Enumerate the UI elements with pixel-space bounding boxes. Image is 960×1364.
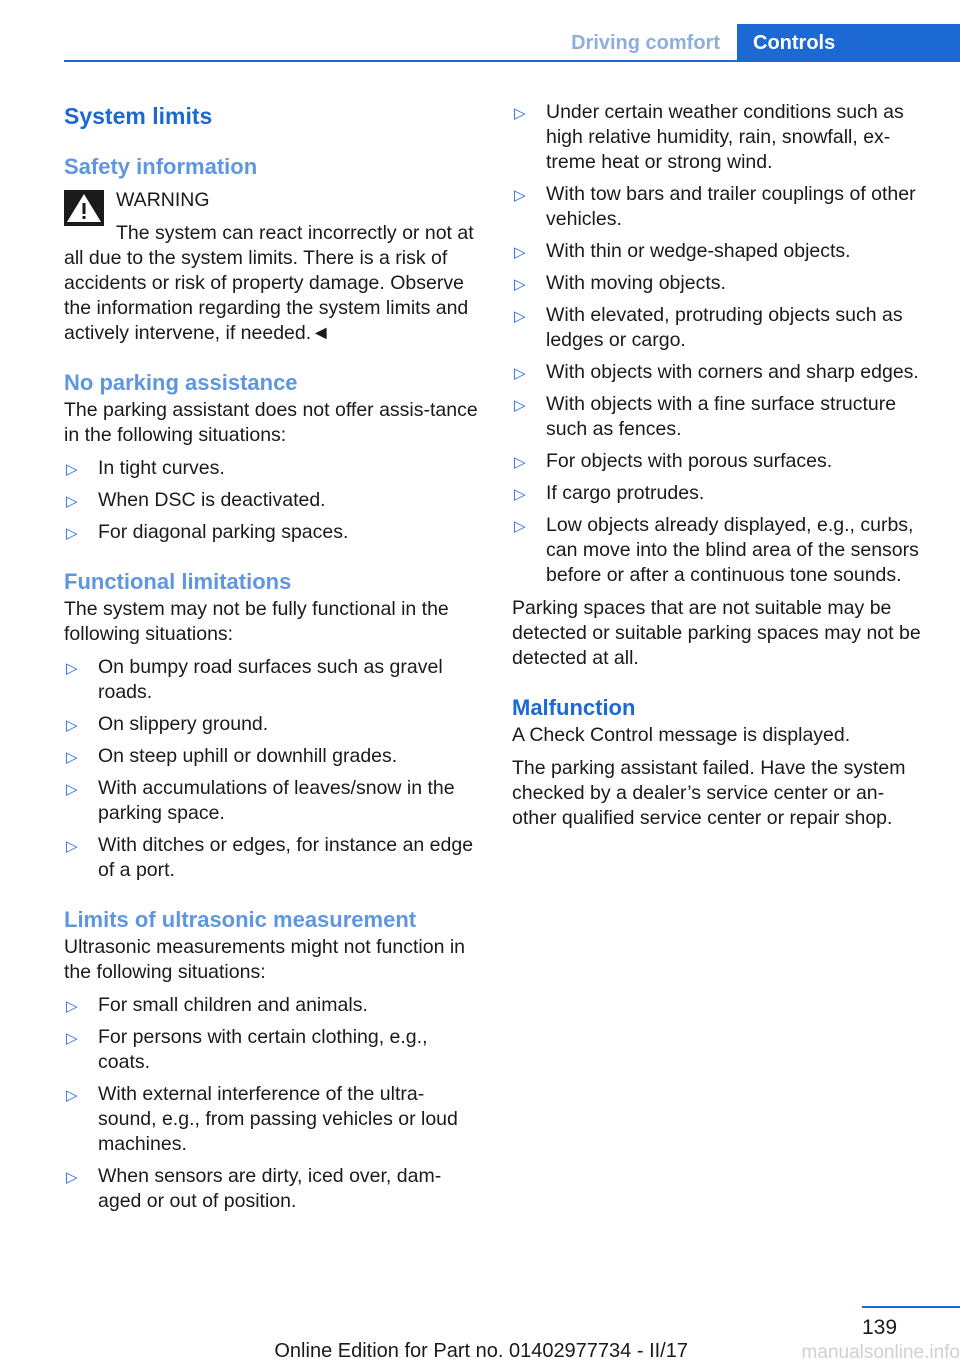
bullet-icon: ▷ bbox=[66, 749, 78, 766]
malfunction-text-1: A Check Control message is displayed. bbox=[512, 724, 851, 746]
bullet-icon: ▷ bbox=[66, 660, 78, 677]
no-parking-heading: No parking assistance bbox=[64, 370, 298, 395]
bullet-icon: ▷ bbox=[66, 717, 78, 734]
bullet-icon: ▷ bbox=[66, 838, 78, 855]
safety-section bbox=[64, 152, 480, 346]
no-parking-intro: The parking assistant does not offer assis-tance in the following situations: bbox=[64, 399, 478, 446]
malfunction-heading: Malfunction bbox=[512, 695, 636, 720]
no-parking-list bbox=[64, 456, 480, 545]
ultrasonic-heading: Limits of ultrasonic measurement bbox=[64, 907, 417, 932]
warning-text: The system can react incorrectly or not at all due to the system limits. There is a risk of accidents or risk of property damage. Observe the information regarding the system limits and actively intervene, if needed.◄ bbox=[64, 222, 474, 344]
ultrasonic-list bbox=[64, 993, 480, 1214]
watermark: manualsonline.info bbox=[801, 1342, 960, 1363]
bullet-icon: ▷ bbox=[66, 781, 78, 798]
malfunction-text-2: The parking assistant failed. Have the system checked by a dealer’s service center or an-other qualified service center or repair shop. bbox=[512, 757, 906, 829]
list-item: ▷ For persons with certain clothing, e.g., coats. bbox=[66, 1026, 428, 1073]
bullet-icon: ▷ bbox=[514, 276, 526, 293]
functional-list bbox=[64, 655, 480, 883]
list-item: ▷ When DSC is deactivated. bbox=[64, 488, 480, 513]
warning-block bbox=[64, 188, 480, 346]
bullet-icon: ▷ bbox=[514, 397, 526, 414]
left-column bbox=[64, 100, 480, 1222]
footer-rule bbox=[862, 1306, 960, 1308]
list-item: ▷ With moving objects. bbox=[512, 271, 928, 296]
list-item: ▷ With objects with a fine surface structure such as fences. bbox=[514, 393, 897, 440]
bullet-icon: ▷ bbox=[514, 244, 526, 261]
list-item: ▷ On bumpy road surfaces such as gravel roads. bbox=[66, 656, 443, 703]
list-item: ▷ With objects with corners and sharp edges. bbox=[512, 360, 928, 385]
bullet-icon: ▷ bbox=[66, 998, 78, 1015]
header-section-label: Driving comfort bbox=[571, 32, 720, 54]
bullet-icon: ▷ bbox=[66, 525, 78, 542]
list-item: ▷ If cargo protrudes. bbox=[512, 481, 928, 506]
ultrasonic-section bbox=[64, 905, 480, 1214]
header-chapter-tab: Controls bbox=[737, 24, 960, 62]
list-item: ▷ On steep uphill or downhill grades. bbox=[64, 744, 480, 769]
bullet-icon: ▷ bbox=[514, 486, 526, 503]
list-item: ▷ When sensors are dirty, iced over, dam-aged or out of position. bbox=[66, 1165, 442, 1212]
bullet-icon: ▷ bbox=[514, 518, 526, 535]
system-limits-title: System limits bbox=[64, 103, 213, 129]
bullet-icon: ▷ bbox=[514, 187, 526, 204]
ultrasonic-list-continued bbox=[512, 100, 928, 588]
list-item: ▷ Under certain weather conditions such as high relative humidity, rain, snowfall, ex-treme heat or strong wind. bbox=[514, 101, 904, 173]
list-item: ▷ With external interference of the ultra-sound, e.g., from passing vehicles or loud machines. bbox=[66, 1083, 458, 1155]
page-number: 139 bbox=[862, 1316, 898, 1339]
bullet-icon: ▷ bbox=[66, 1169, 78, 1186]
malfunction-section bbox=[512, 693, 928, 831]
warning-triangle-icon bbox=[64, 190, 104, 226]
functional-intro: The system may not be fully functional in the following situations: bbox=[64, 598, 449, 645]
bullet-icon: ▷ bbox=[514, 105, 526, 122]
list-item: ▷ Low objects already displayed, e.g., curbs, can move into the blind area of the sensors before or after a continuous tone sounds. bbox=[514, 514, 919, 586]
list-item: ▷ With ditches or edges, for instance an edge of a port. bbox=[66, 834, 474, 881]
list-item: ▷ For objects with porous surfaces. bbox=[512, 449, 928, 474]
bullet-icon: ▷ bbox=[66, 1030, 78, 1047]
bullet-icon: ▷ bbox=[66, 461, 78, 478]
functional-section bbox=[64, 567, 480, 883]
list-item: ▷ With elevated, protruding objects such as ledges or cargo. bbox=[514, 304, 903, 351]
parking-note: Parking spaces that are not suitable may be detected or suitable parking spaces may not be detected at all. bbox=[512, 597, 921, 669]
edition-label: Online Edition for Part no. 01402977734 - II/17 bbox=[274, 1340, 688, 1362]
list-item: ▷ With thin or wedge-shaped objects. bbox=[512, 239, 928, 264]
no-parking-section bbox=[64, 368, 480, 545]
list-item: ▷ For small children and animals. bbox=[64, 993, 480, 1018]
bullet-icon: ▷ bbox=[514, 308, 526, 325]
bullet-icon: ▷ bbox=[514, 365, 526, 382]
safety-heading: Safety information bbox=[64, 154, 258, 179]
bullet-icon: ▷ bbox=[66, 493, 78, 510]
bullet-icon: ▷ bbox=[66, 1087, 78, 1104]
ultrasonic-intro: Ultrasonic measurements might not function in the following situations: bbox=[64, 936, 466, 983]
list-item: ▷ For diagonal parking spaces. bbox=[64, 520, 480, 545]
bullet-icon: ▷ bbox=[514, 454, 526, 471]
list-item: ▷ On slippery ground. bbox=[64, 712, 480, 737]
list-item: ▷ With tow bars and trailer couplings of other vehicles. bbox=[514, 183, 916, 230]
list-item: ▷ With accumulations of leaves/snow in the parking space. bbox=[66, 777, 455, 824]
list-item: ▷ In tight curves. bbox=[64, 456, 480, 481]
functional-heading: Functional limitations bbox=[64, 569, 292, 594]
right-column bbox=[512, 100, 928, 839]
warning-label: WARNING bbox=[116, 189, 210, 211]
